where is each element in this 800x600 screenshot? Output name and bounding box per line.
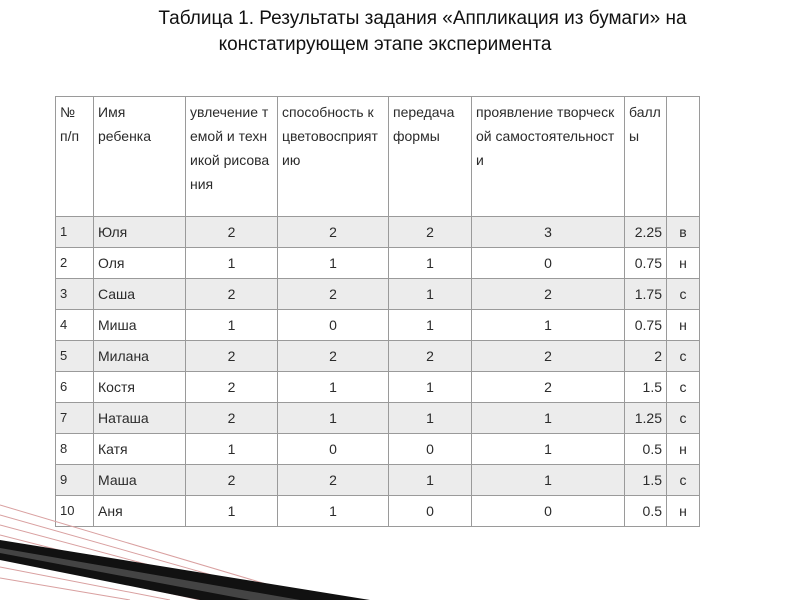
row-level-cell: н [667, 434, 700, 465]
row-creative-cell: 1 [472, 403, 625, 434]
row-interest-cell: 2 [186, 372, 278, 403]
row-name-cell: Катя [94, 434, 186, 465]
row-level-cell: с [667, 465, 700, 496]
row-creative-cell: 0 [472, 248, 625, 279]
row-number-cell: 6 [56, 372, 94, 403]
row-color-cell: 2 [278, 279, 389, 310]
row-color-cell: 1 [278, 248, 389, 279]
row-name-cell: Милана [94, 341, 186, 372]
row-color-cell: 1 [278, 372, 389, 403]
row-number-cell: 2 [56, 248, 94, 279]
row-color-cell: 1 [278, 496, 389, 527]
table-row [56, 403, 700, 434]
black-wedge-highlight [0, 548, 300, 600]
row-level-cell: с [667, 372, 700, 403]
row-level-cell: с [667, 403, 700, 434]
row-interest-cell: 1 [186, 248, 278, 279]
row-creative-cell: 1 [472, 310, 625, 341]
row-name-cell: Аня [94, 496, 186, 527]
row-points-cell: 0.5 [625, 434, 667, 465]
row-points-cell: 1.25 [625, 403, 667, 434]
row-interest-cell: 1 [186, 310, 278, 341]
row-number-cell: 1 [56, 217, 94, 248]
row-interest-cell: 2 [186, 217, 278, 248]
header-interest: увлечение темой и техникой рисования [186, 97, 278, 217]
row-creative-cell: 3 [472, 217, 625, 248]
row-creative-cell: 0 [472, 496, 625, 527]
row-form-cell: 2 [389, 341, 472, 372]
row-interest-cell: 1 [186, 496, 278, 527]
row-level-cell: н [667, 496, 700, 527]
row-level-cell: с [667, 279, 700, 310]
row-points-cell: 2.25 [625, 217, 667, 248]
row-name-cell: Миша [94, 310, 186, 341]
header-level [667, 97, 700, 217]
table-row [56, 434, 700, 465]
row-points-cell: 1.5 [625, 372, 667, 403]
row-interest-cell: 1 [186, 434, 278, 465]
row-name-cell: Маша [94, 465, 186, 496]
row-number-cell: 3 [56, 279, 94, 310]
row-creative-cell: 2 [472, 279, 625, 310]
title-line-2: констатирующем этапе эксперимента [218, 34, 552, 55]
row-color-cell: 2 [278, 341, 389, 372]
row-name-cell: Костя [94, 372, 186, 403]
row-name-cell: Наташа [94, 403, 186, 434]
row-creative-cell: 1 [472, 434, 625, 465]
header-number: № п/п [56, 97, 94, 217]
header-color-perception: способность к цветовосприятию [278, 97, 389, 217]
row-color-cell: 1 [278, 403, 389, 434]
header-row [56, 97, 700, 217]
row-points-cell: 0.75 [625, 248, 667, 279]
table-row [56, 310, 700, 341]
table-row [56, 217, 700, 248]
table-row [56, 279, 700, 310]
row-number-cell: 4 [56, 310, 94, 341]
row-points-cell: 0.5 [625, 496, 667, 527]
row-color-cell: 0 [278, 310, 389, 341]
row-points-cell: 2 [625, 341, 667, 372]
row-form-cell: 1 [389, 372, 472, 403]
row-number-cell: 8 [56, 434, 94, 465]
row-creative-cell: 2 [472, 341, 625, 372]
row-color-cell: 2 [278, 465, 389, 496]
header-points: баллы [625, 97, 667, 217]
page-title [0, 6, 800, 58]
row-form-cell: 2 [389, 217, 472, 248]
row-points-cell: 1.75 [625, 279, 667, 310]
row-form-cell: 1 [389, 403, 472, 434]
row-name-cell: Саша [94, 279, 186, 310]
row-level-cell: в [667, 217, 700, 248]
row-form-cell: 0 [389, 496, 472, 527]
row-number-cell: 9 [56, 465, 94, 496]
row-interest-cell: 2 [186, 341, 278, 372]
row-creative-cell: 2 [472, 372, 625, 403]
results-table [55, 96, 700, 527]
row-name-cell: Юля [94, 217, 186, 248]
row-color-cell: 2 [278, 217, 389, 248]
header-form-transfer: передача формы [389, 97, 472, 217]
row-number-cell: 10 [56, 496, 94, 527]
row-level-cell: н [667, 310, 700, 341]
row-level-cell: н [667, 248, 700, 279]
black-wedge-decoration [0, 540, 370, 600]
row-number-cell: 7 [56, 403, 94, 434]
row-interest-cell: 2 [186, 465, 278, 496]
row-interest-cell: 2 [186, 279, 278, 310]
row-level-cell: с [667, 341, 700, 372]
row-points-cell: 0.75 [625, 310, 667, 341]
row-color-cell: 0 [278, 434, 389, 465]
table-row [56, 465, 700, 496]
table-row [56, 248, 700, 279]
row-interest-cell: 2 [186, 403, 278, 434]
table-row [56, 341, 700, 372]
row-form-cell: 1 [389, 279, 472, 310]
table-row [56, 496, 700, 527]
row-points-cell: 1.5 [625, 465, 667, 496]
table-row [56, 372, 700, 403]
row-form-cell: 0 [389, 434, 472, 465]
row-form-cell: 1 [389, 465, 472, 496]
row-creative-cell: 1 [472, 465, 625, 496]
row-name-cell: Оля [94, 248, 186, 279]
header-child-name: Имя ребенка [94, 97, 186, 217]
row-form-cell: 1 [389, 310, 472, 341]
row-form-cell: 1 [389, 248, 472, 279]
title-line-1: Таблица 1. Результаты задания «Аппликация из бумаги» на [158, 8, 687, 29]
header-creative-independence: проявление творческой самостоятельности [472, 97, 625, 217]
row-number-cell: 5 [56, 341, 94, 372]
